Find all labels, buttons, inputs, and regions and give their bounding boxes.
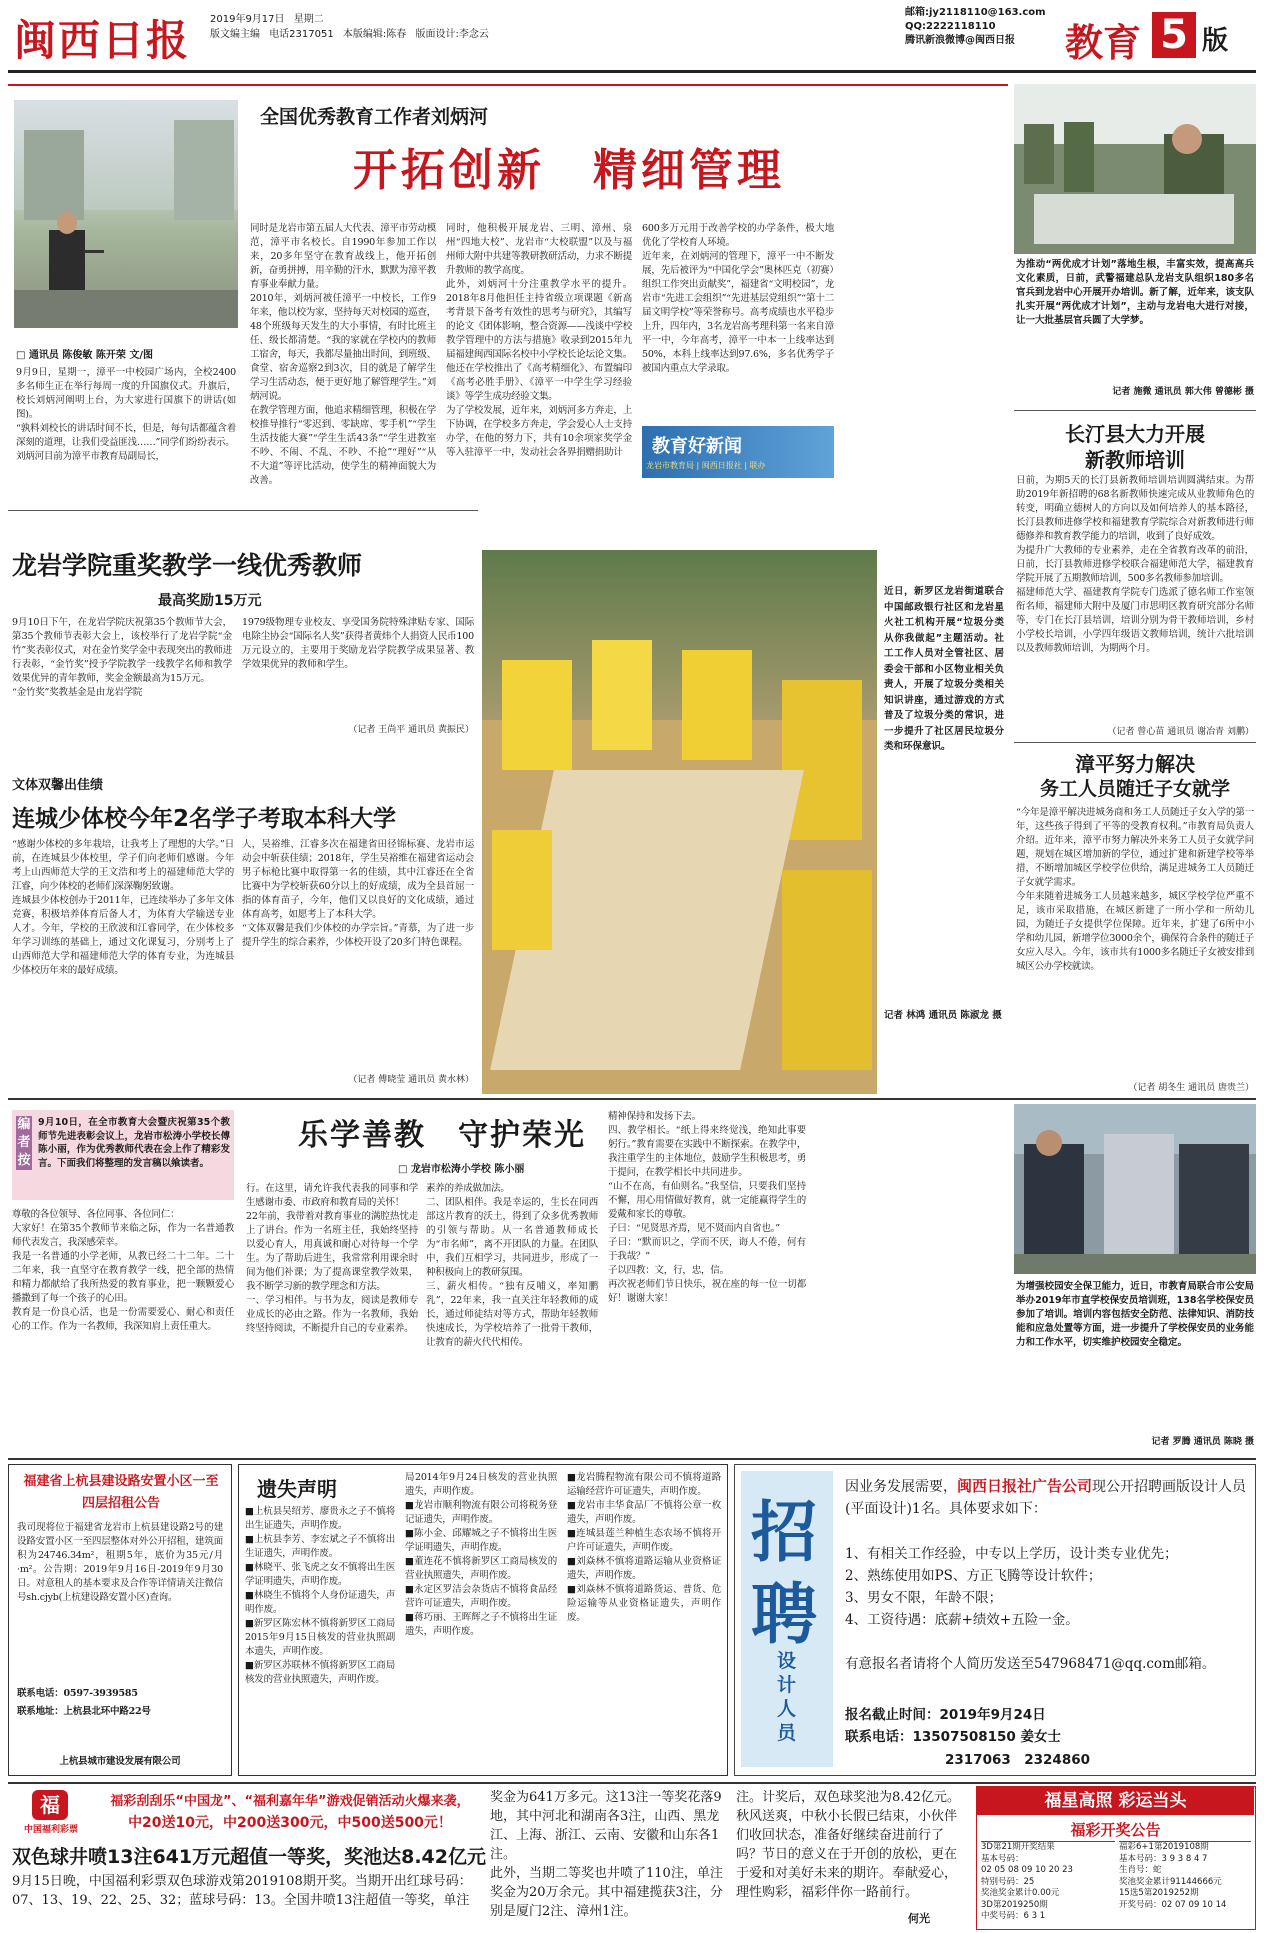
editor-note-box (12, 1110, 234, 1200)
hiring-submit: 有意报名者请将个人简历发送至547968471@qq.com邮箱。 (845, 1656, 1216, 1672)
lead-kicker: 全国优秀教育工作者刘炳河 (260, 106, 489, 128)
editor-phone: 电话2317051 (269, 29, 334, 40)
lottery-body3: 注。计奖后，双色球奖池为8.42亿元。 秋风送爽，中秋小长假已结束，小伙伴们收回状态，准备好继续奋进前行了吗？节日的意义在于开创的放松，更在于爱和对美好未来的期许。奉献爱心，理性购彩，福彩伴你一路前行。 (736, 1790, 960, 1900)
lost-col3: ■龙岩腾程物流有限公司不慎将道路运输经营许可证遗失，声明作废。 ■龙岩市丰华食品厂不慎将公章一枚遗失，声明作废。 ■连城县莲兰种植生态农场不慎将开户许可证遗失，声明作废。 ■刘焱林不慎将道路运输从业资格证遗失，声明作废。 ■刘焱林不慎将道路货运、普货、危险运输等从业资格证遗失，声明作废。 (567, 1472, 721, 1623)
hiring-contact: 联系电话：13507508150 姜女士 (845, 1729, 1062, 1745)
longyan-byline: （记者 王尚平 通讯员 黄振民） (348, 725, 474, 735)
bottom-divider (8, 1458, 1256, 1460)
lexue-col4: 精神保持和发扬下去。 四、教学相长。“纸上得来终觉浅，绝知此事要躬行。”教育需要在实践中不断探索。在教学中，我注重学生的主体地位，鼓励学生积极思考，勇于提问，在教学相长中共同进步。 “山不在高，有仙则名。”我坚信，只要我们坚持不懈，用心用情做好教育，就一定能赢得学生的爱戴和家长的尊敬。 子曰：“见贤思齐焉，见不贤而内自省也。” 子曰：“默而识之，学而不厌，诲人不倦，何有于我哉？” 子以四教：文，行，忠，信。 再次祝老师们节日快乐，祝在座的每一位一切都好！谢谢大家！ (608, 1111, 806, 1304)
military-byline: 记者 施微 通讯员 郭大伟 曾德彬 摄 (1112, 387, 1254, 397)
hiring-intro-pre: 因业务发展需要， (845, 1479, 957, 1495)
zhangping-title2: 务工人员随迁子女就学 (1039, 778, 1230, 800)
newspaper-logo: 闽西日报 (14, 16, 191, 65)
longyan-col2: 1979级物理专业校友、享受国务院特殊津贴专家、国际电除尘协会“国际名人奖”获得者黄炜个人捐资人民币100万元设立的，主要用于奖励龙岩学院教学成果显著、教学效果优异的教师和学生。 (242, 617, 474, 670)
principal-speech-photo (14, 100, 238, 328)
contact-email: 邮箱:jy2118110@163.com (905, 7, 1046, 18)
garbage-sorting-block (482, 550, 1007, 1094)
safety-byline: 记者 罗腾 通讯员 陈晓 摄 (1151, 1437, 1254, 1447)
issue-date: 2019年9月17日 (210, 14, 285, 25)
lead-col3: 同时，他积极开展龙岩、三明、漳州、泉州“四地大校”、龙岩市“大校联盟”以及与福州师大附中共建等教研教研活动，力求不断提升教师的教学高度。 此外，刘炳河十分注重教学水平的提升。2018年8月他担任主持省级立项课题《新高考背景下备考有效性的思考与研究》，其编写的论文《团体影响，整合资源——浅谈中学校教学管理中的方法与措施》收录到2015年九届福建闽西国际名校中小学校长论坛论文集。他还在学校推出了《高考精细化》、布置编印《高考必胜手册》、《漳平一中学生学习经验谈》等学生成功经验文集。 为了学校发展，近年来，刘炳河多方奔走，上下协调，在学校多方奔走，学会爱心人士支持办学，在他的努力下，共有10余项家奖学金等入驻漳平一中，发动社会各界捐赠捐助计 (446, 223, 632, 458)
rental-company: 上杭县城市建设发展有限公司 (59, 1756, 181, 1767)
masthead-rule (8, 70, 1256, 73)
rental-contact: 联系电话：0597-3939585 (17, 1688, 138, 1699)
liancheng-col2: 人，吴裕维、江睿多次在福建省田径锦标赛、龙岩市运动会中斩获佳绩；2018年，学生吴裕维在福建省运动会男子标枪比赛中取得第一名的佳绩，其中江睿还在全省比赛中为学校斩获60分以上的好成绩，成为全县首屈一指的体育苗子，今年，他们又以良好的文化成绩，通过体育高考，如愿考上了本科大学。 “文体双馨是我们少体校的办学宗旨。”青慕，为了进一步提升学生的综合素养，少体校开设了20多门特色课程。 (242, 839, 474, 948)
hiring-req: 2、熟练使用如PS、方正飞腾等设计软件； (845, 1568, 1102, 1584)
editor-note-label: 编者按 (17, 1117, 31, 1168)
zhangping-article (1014, 742, 1256, 1097)
hiring-company: 闽西日报社广告公司 (957, 1477, 1093, 1495)
lost-title: 遗失声明 (257, 1477, 337, 1501)
liancheng-col1: “感谢少体校的多年栽培，让我考上了理想的大学。”日前，在连城县少体校里，学子们向老师们感谢。今年考上山西师范大学的王文浩和考上的福建师范大学的江睿，向少体校的老师们深深鞠躬致谢。 连城县少体校创办于2011年，已连续举办了多年文体竞赛，积极培养体育后备人才，为体育大学输送专业人才。今年，学校的王欣波和江睿同学，在少体校多年学习训练的基础上，通过文化课复习，分别考上了山西师范大学和福建师范大学的体育专业，为连城县少体校历年来的最好成绩。 (12, 839, 234, 976)
military-caption: 为推动“两优成才计划”落地生根，丰富实效，提高高兵文化素质，日前，武警福建总队龙岩支队组织180多名官兵到龙岩中心开展开办培训。新了解，近年来，该支队扎实开展“两优成才计划”，主动与龙岩电大进行对接，让一大批基层官兵圆了大学梦。 (1016, 259, 1254, 326)
lexue-col3: 素养的养成做加法。 二、团队相伴。我是幸运的，生长在同西部这片教育的沃土，得到了众多优秀教师的引领与帮助。从一名普通教师成长为“市名师”，离不开团队的力量。在团队中，我们互相学习，共同进步，形成了一种积极向上的教研氛围。 三、薪火相传。“独有反哺义，率知鹏乳”，22年来，我一直关注年轻教师的成长，通过师徒结对等方式，帮助年轻教师快速成长，为学校培养了一批骨干教师，让教育的薪火代代相传。 (426, 1183, 598, 1348)
masthead (0, 0, 1264, 78)
liancheng-article (8, 756, 478, 1096)
badge-sub: 龙岩市教育局 | 闽西日报社 | 联办 (646, 461, 766, 470)
lost-col2: 局2014年9月24日核发的营业执照遗失，声明作废。 ■龙岩市顺利物流有限公司将税务登记证遗失，声明作废。 ■陈小金、邱耀城之子不慎将出生医学证明遗失，声明作废。 ■董连花不慎将新罗区工商局核发的营业执照遗失，声明作废。 ■永定区罗洁会杂货店不慎将食品经营许可证遗失，声明作废。 ■蒋巧丽、王晖辉之子不慎将出生证遗失，声明作废。 (405, 1472, 557, 1637)
hiring-big1: 招 (751, 1494, 817, 1571)
page-suffix: 版 (1202, 26, 1229, 56)
lead-col2: 同时是龙岩市第五届人大代表、漳平市劳动模范，漳平市名校长。自1990年参加工作以来，20多年坚守在教育战线上，他开拓创新，奋勇拼搏，用辛勤的汗水，默默为漳平教育事业奉献力量。 2010年，刘炳河被任漳平一中校长，工作9年来，他以校为家，坚持每天对校园的巡查，48个班级每天发生的大小事情，有时比班主任、级长都清楚。“我的家就在学校内的教师工宿舍，每天，我都尽量抽出时间，到班级、食堂、宿舍巡察2到3次，目的就是了解学生学习生活动态，便于更好地了解管理学生。”刘炳河说。 在教学管理方面，他追求精细管理，积极在学校推导推行“零迟到、零缺席、零手机”“学生生活技能大赛”“学生生活43条”“学生进教室不吵、不闹、不乱、不吵、不抢”“理好”“从不大道”等评比活动，使学生的精神面貌大为改善。 (250, 223, 436, 486)
changting-byline: （记者 曾心苗 通讯员 谢冶青 刘鹏） (1107, 727, 1254, 737)
lottery-table1: 3D第21期开奖结果 基本号码： 02 05 08 09 10 20 23 特别号码：25 奖池奖金累计0.00元 3D第2019250期 中奖号码：6 3 1 (981, 1841, 1115, 1927)
changting-article (1014, 410, 1256, 740)
lead-title: 开拓创新 精细管理 (353, 145, 785, 196)
lead-top-border (8, 84, 1008, 86)
hiring-req: 1、有相关工作经验，中专以上学历，设计类专业优先； (845, 1546, 1178, 1562)
liancheng-title: 连城少体校今年2名学子考取本科大学 (12, 806, 397, 832)
lexue-article (8, 1098, 1008, 1458)
lottery-promo: 福彩刮刮乐“中国龙”、“福利嘉年华”游戏促销活动火爆来袭， (110, 1794, 470, 1809)
badge-title: 教育好新闻 (652, 436, 742, 457)
garbage-caption: 近日，新罗区龙岩街道联合中国邮政银行社区和龙岩星火社工机构开展“垃圾分类 从你我做起”主题活动。社工工作人员对全管社区、居委会干部和小区物业相关负责人，开展了垃圾分类相关知识讲座，通过游戏的方式普及了垃圾分类的常识，进一步提升了社区居民垃圾分类和环保意识。 (884, 586, 1004, 752)
lottery-logo-icon: 福 (32, 1790, 68, 1820)
editor-label: 版文编主编 (210, 29, 260, 40)
liancheng-kicker: 文体双馨出佳绩 (12, 778, 104, 793)
lexue-col1: 尊敬的各位领导、各位同事、各位同仁： 大家好！在第35个教师节来临之际，作为一名普通教师代表发言，我深感荣幸。 我是一名普通的小学老师，从教已经二十二年。二十二年来，我一直坚守在教育教学一线，把全部的热情和精力都献给了我所热爱的教育事业，把一颗颗爱心播撒到了每一个孩子的心田。 教育是一份良心活，也是一份需要爱心、耐心和责任心的工作。作为一名教师，我深知肩上责任重大。 (12, 1209, 234, 1332)
hiring-side (741, 1471, 833, 1767)
changting-title1: 长汀县大力开展 (1065, 422, 1205, 446)
good-news-badge (642, 426, 834, 478)
hiring-ad (734, 1464, 1256, 1776)
zhangping-body: “今年是漳平解决进城务商和务工人员随迁子女入学的第一年，这些孩子得到了平等的受教育权利。”市教育局负责人介绍。近年来，漳平市努力解决外来务工人员子女就学问题，规划在城区增加新的学位，通过扩建和新建学校等举措，不断增加城区学校学位供给，满足进城务工人员随迁子女就学需求。 今年来随着进城务工人员越来越多，城区学校学位严重不足，该市采取措施，在城区新建了一所小学和一所幼儿园，为随迁子女提供学位保障。近年来，扩建了6所中小学和幼儿园，新增学位3000余个，确保符合条件的随迁子女应入尽入。今年，该市共有1000多名随迁子女被安排到城区公办学校就读。 (1016, 807, 1254, 972)
rental-title: 福建省上杭县建设路安置小区一至四层招租公告 (23, 1474, 219, 1511)
lottery-promo2: 中20送10元，中200送300元，中500送500元！ (128, 1815, 452, 1831)
longyan-subtitle: 最高奖励15万元 (158, 593, 262, 609)
lottery-headline: 双色球井喷13注641万元超值一等奖，奖池达8.42亿元 (12, 1846, 486, 1868)
security-guard-photo (1014, 1104, 1256, 1274)
hiring-req-list (845, 1543, 1249, 1631)
lottery-side-sub: 福彩开奖公告 (1070, 1821, 1161, 1839)
rental-notice (8, 1464, 232, 1776)
rental-body: 我司现将位于福建省龙岩市上杭县建设路2号的建设路安置小区一至四层整体对外公开招租，建筑面积为24746.34m²，租期5年，底价为35元/月·m²。公告期：2019年9月16日-2019年9月30日。对意租人的基本要求及合作等详情请关注微信号sh.cjyb(上杭建设路安置小区)查询。 (17, 1522, 223, 1603)
hiring-req: 3、男女不限，年龄不限； (845, 1590, 1003, 1606)
contact-weibo: 腾讯新浪微博@闽西日报 (905, 35, 1015, 46)
changting-title2: 新教师培训 (1085, 448, 1185, 472)
longyan-col1: 9月10日下午，在龙岩学院庆祝第35个教师节大会，第35个教师节表彰大会上，该校举行了龙岩学院“金竹”奖表彰仪式，对在金竹奖学金中表现突出的教师进行表彰，“金竹奖”授予学院教学一线教学名师和教学效果优异的青年教师，奖金金额最高为15万元。 “金竹奖”奖教基金是由龙岩学院 (12, 617, 232, 698)
soldier-study-photo (1014, 84, 1256, 254)
proofreader-label: 本版编辑:陈春 (342, 29, 407, 40)
hiring-req: 4、工资待遇：底薪+绩效+五险一金。 (845, 1612, 1079, 1628)
changting-body: 日前，为期5天的长汀县新教师培训培训圆满结束。为帮助2019年新招聘的68名新教师快速完成从业教师角色的转变，明确立德树人的方向以及如何培养人的基本路径，长汀县教师进修学校和福建教育学院综合对新教师进行师德修养和教育教学能力的培训，收到了良好成效。 为提升广大教师的专业素养，走在全省教育改革的前沿，日前，长汀县教师进修学校联合福建师范大学，福建教育学院开展了五期教师培训，500多名教师参加培训。 福建师范大学、福建教育学院专门选派了德名师工作室领衔名师，福建师大附中及厦门市思明区教育研究部分名师等，专门在长汀县培训，培训分别为骨干教师培训，乡村小学校长培训，小学四年级语文教师培训，统计六批培训以及教师教师培训，为期两个月。 (1016, 475, 1254, 654)
editor-note-text: 9月10日，在全市教育大会暨庆祝第35个教师节先进表彰会议上，龙岩市松涛小学校长傅陈小丽，作为优秀教师代表在会上作了精彩发言。下面我们将整理的发言稿以飨读者。 (38, 1117, 230, 1169)
contact-qq: QQ:2222118110 (905, 21, 996, 32)
lead-col4: 600多万元用于改善学校的办学条件，极大地优化了学校育人环境。 近年来，在刘炳河的管理下，漳平一中不断发展，先后被评为“中国化学会”奥林匹克（初赛）组织工作突出贡献奖”，福建省“文明校园”，龙岩市“先进工会组织”“先进基层党组织”“第十二届文明学校”等荣誉称号。高考成绩也水平稳步上升，四年内，3名龙岩高考理科第一名来自漳平一中，今年高考，漳平一中本一上线率达到50%，本科上线率达到97.6%，多名优秀学子被国内重点大学录取。 (642, 223, 834, 374)
page-number: 5 (1160, 12, 1188, 58)
lottery-logo-text: 中国福利彩票 (23, 1825, 78, 1835)
hiring-intro-post: 现公开招聘画版设计人员(平面设计)1名。具体要求如下： (845, 1479, 1247, 1517)
lexue-col2: 行。在这里，请允许我代表我的同事和学生感谢市委、市政府和教育局的关怀！ 22年前，我带着对教育事业的满腔热忱走上了讲台。作为一名班主任，我始终坚持以爱心育人，用真诚和耐心对待每一个学生。为了帮助后进生，我常常利用课余时间为他们补课；为了提高课堂教学效果，我不断学习新的教学理念和方法。 一、学习相伴。与书为友，阅读是教师专业成长的必由之路。作为一名教师，我始终坚持阅读，不断提升自己的专业素养。 (246, 1183, 418, 1334)
lottery-logo-box (10, 1788, 92, 1838)
lead-article (8, 84, 1008, 508)
hiring-big2: 聘 (751, 1576, 817, 1653)
lottery-results (976, 1786, 1256, 1930)
safety-training-block (1014, 1104, 1256, 1454)
lost-col1: ■上杭县吴绍芳、廖贵永之子不慎将出生证遗失，声明作废。 ■上杭县李芳、李宏斌之子不慎将出生证遗失，声明作废。 ■林晓平、张飞虎之女不慎将出生医学证明遗失，声明作废。 ■林晓生不慎将个人身份证遗失，声明作废。 ■新罗区陈宏林不慎将新罗区工商局2015年9月15日核发的营业执照副本遗失，声明作废。 ■新罗区苏联林不慎将新罗区工商局核发的营业执照遗失，声明作废。 (245, 1506, 395, 1685)
rental-address: 联系地址：上杭县北环中路22号 (17, 1706, 151, 1717)
section-name: 教育 (1065, 21, 1142, 65)
hiring-deadline: 报名截止时间：2019年9月24日 (845, 1707, 1046, 1723)
typesetter-label: 版面设计:李念云 (415, 29, 489, 40)
lead-byline: □ 通讯员 陈俊敏 陈开荣 文/图 (16, 350, 154, 361)
issue-weekday: 星期二 (293, 14, 324, 25)
hiring-role: 设计人员 (777, 1650, 797, 1744)
zhangping-byline: （记者 胡冬生 通讯员 唐贵兰） (1128, 1083, 1254, 1093)
contact-info (905, 6, 1046, 48)
lexue-title: 乐学善教 守护荣光 (298, 1118, 586, 1153)
lottery-body2: 奖金为641万多元。这13注一等奖花落9地，其中河北和湖南各3注，山西、黑龙江、上海、浙江、云南、安徽和山东各1注。 此外，当期二等奖也井喷了110注，单注奖金为20万余元。其中福建揽获3注，分别是厦门2注、漳州1注。 (490, 1790, 723, 1919)
zhangping-title1: 漳平努力解决 (1075, 752, 1195, 776)
lottery-body1: 9月15日晚，中国福利彩票双色球游戏第2019108期开奖。当期开出红球号码：07、13、19、22、25、32；蓝球号码：13。全国井喷13注超值一等奖，单注 (12, 1874, 472, 1908)
issue-info (210, 12, 489, 42)
military-study-block (1014, 84, 1256, 406)
lead-col1: 9月9日，星期一，漳平一中校园广场内，全校2400多名师生正在举行每周一度的升国旗仪式。升旗后，校长刘炳河阐明上台，为大家进行国旗下的讲话(如图)。 “孰料刘校长的讲话时间不长，但是，每句话都蕴含着深刻的道理，让我们受益匪浅……”同学们纷纷表示。 刘炳河目前为漳平市教育局副局长， (16, 367, 236, 462)
liancheng-byline: （记者 傅晓莹 通讯员 黄水林） (348, 1075, 474, 1085)
lottery-sign: 何光 (908, 1912, 930, 1925)
lottery-section (8, 1782, 1256, 1930)
garbage-sorting-photo (482, 550, 877, 1094)
garbage-byline: 记者 林鸿 通讯员 陈淑龙 摄 (884, 1010, 1002, 1021)
page-number-box (1152, 12, 1196, 58)
longyan-article (8, 510, 478, 755)
lottery-table2: 福彩6+1第2019108期 基本号码：3 9 3 8 4 7 生肖号：蛇 奖池奖金累计91144666元 15选5第2019252期 开奖号码：02 07 09 10 14 (1119, 1841, 1251, 1927)
lexue-byline: □ 龙岩市松涛小学校 陈小丽 (398, 1164, 525, 1175)
lottery-side-title: 福星高照 彩运当头 (977, 1787, 1254, 1815)
lost-notice (238, 1464, 728, 1776)
hiring-phone2: 2317063 2324860 (945, 1752, 1091, 1768)
longyan-title: 龙岩学院重奖教学一线优秀教师 (12, 551, 363, 580)
hiring-intro (845, 1475, 1249, 1520)
safety-caption: 为增强校园安全保卫能力，近日，市教育局联合市公安局举办2019年市直学校保安员培训班，138名学校保安员参加了培训。培训内容包括安全防范、法律知识、消防技能和应急处置等方面，进一步提升了学校保安员的业务能力和工作水平，切实维护校园安全稳定。 (1016, 1281, 1254, 1348)
